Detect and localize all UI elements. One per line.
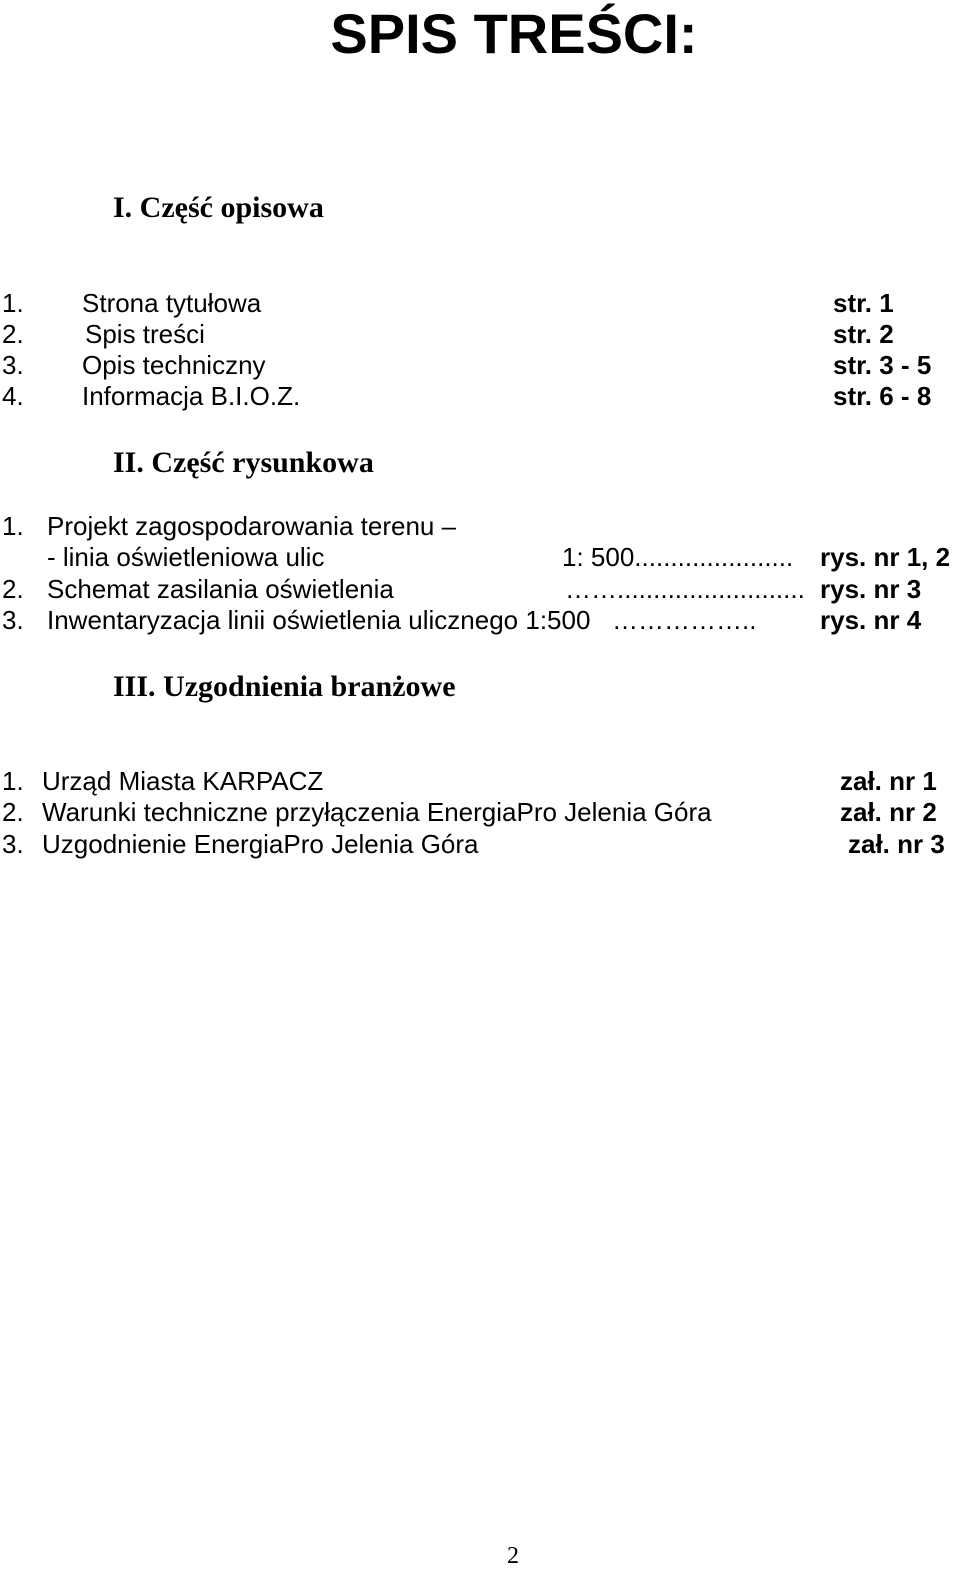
item-label: Opis techniczny xyxy=(82,350,266,380)
item-page-ref: str. 1 xyxy=(833,288,894,318)
item-sublabel: - linia oświetleniowa ulic xyxy=(47,542,325,572)
item-label: Informacja B.I.O.Z. xyxy=(82,381,301,411)
page-title: SPIS TREŚCI: xyxy=(330,2,698,65)
item-label: Warunki techniczne przyłączenia EnergiaPro Jelenia Góra xyxy=(42,797,712,827)
item-number: 2. xyxy=(2,574,24,604)
item-label: Projekt zagospodarowania terenu – xyxy=(47,511,457,541)
item-attachment-ref: zał. nr 3 xyxy=(848,829,945,859)
section-heading-opisowa: I. Część opisowa xyxy=(113,191,324,224)
item-label: Spis treści xyxy=(85,319,205,349)
item-number: 1. xyxy=(2,288,24,318)
section-heading-uzgodnienia: III. Uzgodnienia branżowe xyxy=(113,670,456,703)
item-drawing-ref: rys. nr 1, 2 xyxy=(820,542,951,572)
item-scale: 1: 500...................... xyxy=(562,542,794,572)
item-label: Schemat zasilania oświetlenia xyxy=(47,574,394,604)
item-number: 2. xyxy=(2,797,24,827)
item-drawing-ref: rys. nr 3 xyxy=(820,574,922,604)
item-page-ref: str. 2 xyxy=(833,319,894,349)
item-number: 1. xyxy=(2,511,24,541)
item-attachment-ref: zał. nr 1 xyxy=(840,766,937,796)
item-label: Strona tytułowa xyxy=(82,288,262,318)
item-page-ref: str. 6 - 8 xyxy=(833,381,932,411)
item-leader-dots: …………….. xyxy=(612,605,757,635)
item-number: 3. xyxy=(2,605,24,635)
item-attachment-ref: zał. nr 2 xyxy=(840,797,937,827)
item-drawing-ref: rys. nr 4 xyxy=(820,605,922,635)
item-number: 4. xyxy=(2,381,24,411)
item-leader-dots: …….......................... xyxy=(565,574,805,604)
item-label: Urząd Miasta KARPACZ xyxy=(42,766,324,796)
item-label: Uzgodnienie EnergiaPro Jelenia Góra xyxy=(42,829,479,859)
item-number: 3. xyxy=(2,829,24,859)
item-label: Inwentaryzacja linii oświetlenia ulicznego 1:500 xyxy=(47,605,591,635)
item-number: 2. xyxy=(2,319,24,349)
item-page-ref: str. 3 - 5 xyxy=(833,350,932,380)
section-heading-rysunkowa: II. Część rysunkowa xyxy=(113,446,374,479)
item-number: 3. xyxy=(2,350,24,380)
page-number: 2 xyxy=(507,1543,519,1569)
item-number: 1. xyxy=(2,766,24,796)
